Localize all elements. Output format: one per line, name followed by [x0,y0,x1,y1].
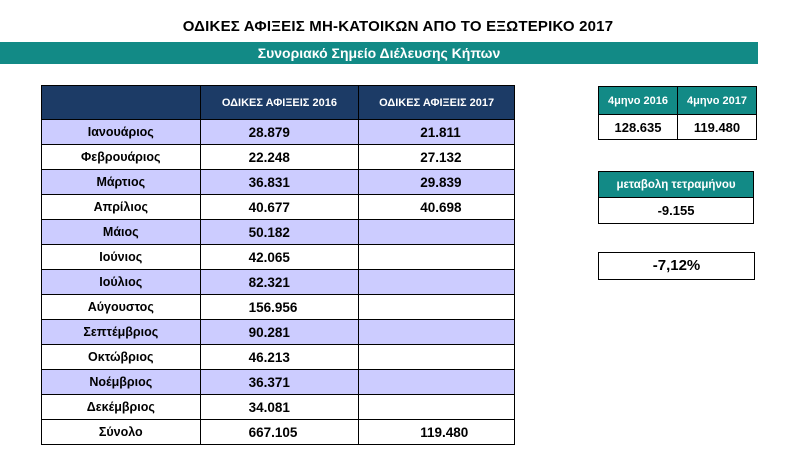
month-cell: Μάρτιος [42,170,201,195]
value-2016-cell: 28.879 [200,120,359,145]
value-2017-cell [359,395,515,420]
month-cell: Ιούλιος [42,270,201,295]
value-2016-cell: 90.281 [200,320,359,345]
value-2016-cell: 42.065 [200,245,359,270]
month-cell: Απρίλιος [42,195,201,220]
quad-header-2016: 4μηνο 2016 [599,87,678,115]
month-cell: Φεβρουάριος [42,145,201,170]
value-2016-cell: 40.677 [200,195,359,220]
change-table [598,171,754,224]
table-row [42,170,515,195]
value-2017-cell [359,245,515,270]
four-month-table [598,86,757,140]
value-2017-cell [359,370,515,395]
header-2017: ΟΔΙΚΕΣ ΑΦΙΞΕΙΣ 2017 [359,86,515,120]
page-title: ΟΔΙΚΕΣ ΑΦΙΞΕΙΣ ΜΗ-ΚΑΤΟΙΚΩΝ ΑΠΟ ΤΟ ΕΞΩΤΕΡΙΚΟ 2017 [182,18,614,35]
month-cell: Ιούνιος [42,245,201,270]
total-2017-cell: 119.480 [359,420,515,445]
value-2016-cell: 46.213 [200,345,359,370]
value-2017-cell: 21.811 [359,120,515,145]
value-2016-cell: 82.321 [200,270,359,295]
value-2016-cell: 36.831 [200,170,359,195]
total-2016-cell: 667.105 [200,420,359,445]
table-body [42,120,515,445]
value-2017-cell [359,295,515,320]
total-label-cell: Σύνολο [42,420,201,445]
month-cell: Αύγουστος [42,295,201,320]
total-row [42,420,515,445]
table-row [42,345,515,370]
value-2017-cell [359,345,515,370]
month-cell: Οκτώβριος [42,345,201,370]
value-2016-cell: 34.081 [200,395,359,420]
change-value: -9.155 [599,198,754,224]
table-row [42,245,515,270]
table-row [42,220,515,245]
month-cell: Νοέμβριος [42,370,201,395]
table-row [42,145,515,170]
header-blank-cell [42,86,201,120]
quad-value-2017: 119.480 [678,115,757,140]
value-2016-cell: 36.371 [200,370,359,395]
month-cell: Ιανουάριος [42,120,201,145]
table-row [42,295,515,320]
value-2016-cell: 50.182 [200,220,359,245]
table-row [42,370,515,395]
table-header-row [42,86,515,120]
table-row [42,120,515,145]
quad-value-2016: 128.635 [599,115,678,140]
change-label: μεταβολη τετραμήνου [599,172,754,198]
change-percent: -7,12% [598,252,755,280]
table-row [42,270,515,295]
quad-header-2017: 4μηνο 2017 [678,87,757,115]
table-row [42,320,515,345]
page-subtitle: Συνοριακό Σημείο Διέλευσης Κήπων [0,42,758,64]
month-cell: Δεκέμβριος [42,395,201,420]
value-2016-cell: 156.956 [200,295,359,320]
value-2017-cell [359,320,515,345]
value-2017-cell: 40.698 [359,195,515,220]
arrivals-table [41,85,515,445]
value-2017-cell: 27.132 [359,145,515,170]
value-2017-cell [359,270,515,295]
value-2017-cell: 29.839 [359,170,515,195]
value-2017-cell [359,220,515,245]
month-cell: Μάιος [42,220,201,245]
table-row [42,395,515,420]
table-row [42,195,515,220]
header-2016: ΟΔΙΚΕΣ ΑΦΙΞΕΙΣ 2016 [200,86,359,120]
value-2016-cell: 22.248 [200,145,359,170]
month-cell: Σεπτέμβριος [42,320,201,345]
